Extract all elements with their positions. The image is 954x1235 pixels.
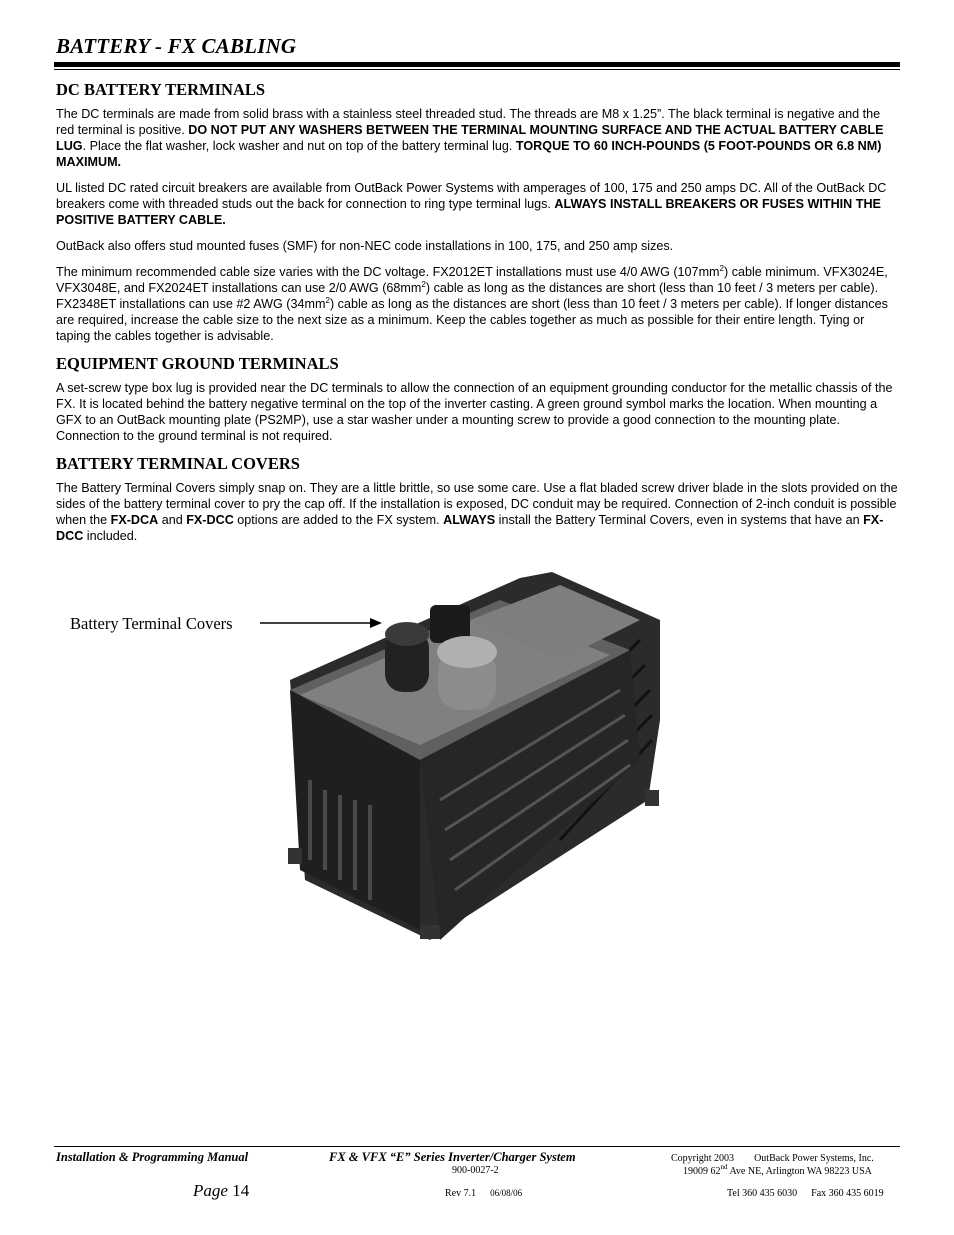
product-code: FX-DCC [56, 513, 884, 543]
superscript: 2 [421, 280, 426, 289]
gray-terminal-cover [437, 636, 497, 710]
dc-paragraph-4 [56, 264, 898, 344]
address-text: 19009 62 [683, 1166, 721, 1177]
callout-label: Battery Terminal Covers [70, 614, 233, 633]
text-run: and [158, 513, 187, 527]
emphasis-text: ALWAYS [443, 513, 496, 527]
footer-phone [727, 1188, 884, 1199]
page-num: 14 [232, 1181, 250, 1200]
footer-doc-number: 900-0027-2 [452, 1165, 499, 1176]
footer-rule [54, 1146, 900, 1147]
section-heading-dc: DC BATTERY TERMINALS [56, 80, 266, 99]
copyright-text: Copyright 2003 [671, 1153, 735, 1164]
text-run: . Place the flat washer, lock washer and nut on top of the battery terminal lug. [82, 139, 516, 153]
fax-text: Fax 360 435 6019 [811, 1188, 884, 1199]
tel-text: Tel 360 435 6030 [727, 1188, 798, 1199]
footer-product-title: FX & VFX “E” Series Inverter/Charger System [329, 1150, 576, 1164]
address-text: Ave NE, Arlington WA 98223 USA [727, 1166, 872, 1177]
text-run: install the Battery Terminal Covers, even in systems that have an [495, 513, 864, 527]
footer-revision [445, 1188, 522, 1199]
text-run: The DC terminals are made from solid brass with a stainless steel threaded stud. The threads are M8 x 1.25”. The black terminal is negative and the red terminal is positive. [56, 107, 881, 137]
text-run: The Battery Terminal Covers simply snap on. They are a little brittle, so use some care. Use a flat bladed screw driver blade in the slots provided on the sides of the battery terminal cover to pry the cap off. If the installation is exposed, DC conduit may be required. Connection of 2-inch conduit is possible when the [56, 481, 898, 527]
footer-address [683, 1163, 872, 1177]
text-run: UL listed DC rated circuit breakers are available from OutBack Power Systems with amperages of 100, 175 and 250 amps DC. All of the OutBack DC breakers come with threaded studs out the back for connection to ring type terminal lugs. [56, 181, 887, 211]
footer-manual-title: Installation & Programming Manual [56, 1150, 249, 1164]
callout-arrow-head [370, 618, 382, 628]
dc-paragraph-1 [56, 106, 898, 170]
text-run: options are added to the FX system. [233, 513, 444, 527]
dc-paragraph-2 [56, 180, 898, 228]
covers-paragraph-1 [56, 480, 898, 544]
product-code: FX-DCA [110, 513, 159, 527]
footer-copyright [671, 1153, 874, 1164]
company-name: OutBack Power Systems, Inc. [754, 1153, 874, 1164]
revision-date: 06/08/06 [490, 1188, 523, 1198]
superscript: 2 [325, 296, 330, 305]
page-title: BATTERY - FX CABLING [56, 34, 297, 58]
ground-paragraph-1: A set-screw type box lug is provided near the DC terminals to allow the connection of an equipment grounding conductor for the metallic chassis of the FX. It is located behind the battery negative terminal on the top of the inverter casting. A green ground symbol marks the location. When mounting a GFX to an OutBack mounting plate (PS2MP), use a star washer under a mounting screw to provide a good connection to the mounting plate. Connection to the ground terminal is not required. [56, 381, 893, 443]
dc-paragraph-3: OutBack also offers stud mounted fuses (SMF) for non-NEC code installations in 100, 175, and 250 amp sizes. [56, 239, 674, 253]
superscript: 2 [719, 264, 724, 273]
section-heading-ground: EQUIPMENT GROUND TERMINALS [56, 354, 339, 373]
product-code: FX-DCC [186, 513, 234, 527]
section-heading-covers: BATTERY TERMINAL COVERS [56, 454, 300, 473]
text-run: included. [83, 529, 138, 543]
page-label: Page [193, 1181, 228, 1200]
warning-text: ALWAYS INSTALL BREAKERS OR FUSES WITHIN THE POSITIVE BATTERY CABLE. [56, 197, 881, 227]
text-run: ) cable minimum. VFX3024E, VFX3048E, and FX2024ET installations can use 2/0 AWG (68mm [56, 265, 888, 295]
document-body [56, 80, 898, 554]
title-rule [54, 62, 900, 67]
page-number [193, 1181, 249, 1201]
torque-text: TORQUE TO 60 INCH-POUNDS (5 FOOT-POUNDS OR 6.8 NM) MAXIMUM. [56, 139, 882, 169]
title-rule-thin [54, 69, 900, 70]
text-run: The minimum recommended cable size varies with the DC voltage. FX2012ET installations must use 4/0 AWG (107mm [56, 265, 720, 279]
text-run: ) cable as long as the distances are short (less than 10 feet / 3 meters per cable). If longer distances are required, increase the cable size to the next size as a minimum. Keep the cables together as much as possible for their entire length. Tying or taping the cables together is advisable. [56, 297, 888, 343]
warning-text: DO NOT PUT ANY WASHERS BETWEEN THE TERMINAL MOUNTING SURFACE AND THE ACTUAL BATTERY CABLE LUG [56, 123, 884, 153]
superscript: nd [720, 1163, 728, 1171]
revision-text: Rev 7.1 [445, 1188, 477, 1199]
text-run: ) cable as long as the distances are short (less than 10 feet / 3 meters per cable). FX2348ET installations can use #2 AWG (34mm [56, 281, 879, 311]
